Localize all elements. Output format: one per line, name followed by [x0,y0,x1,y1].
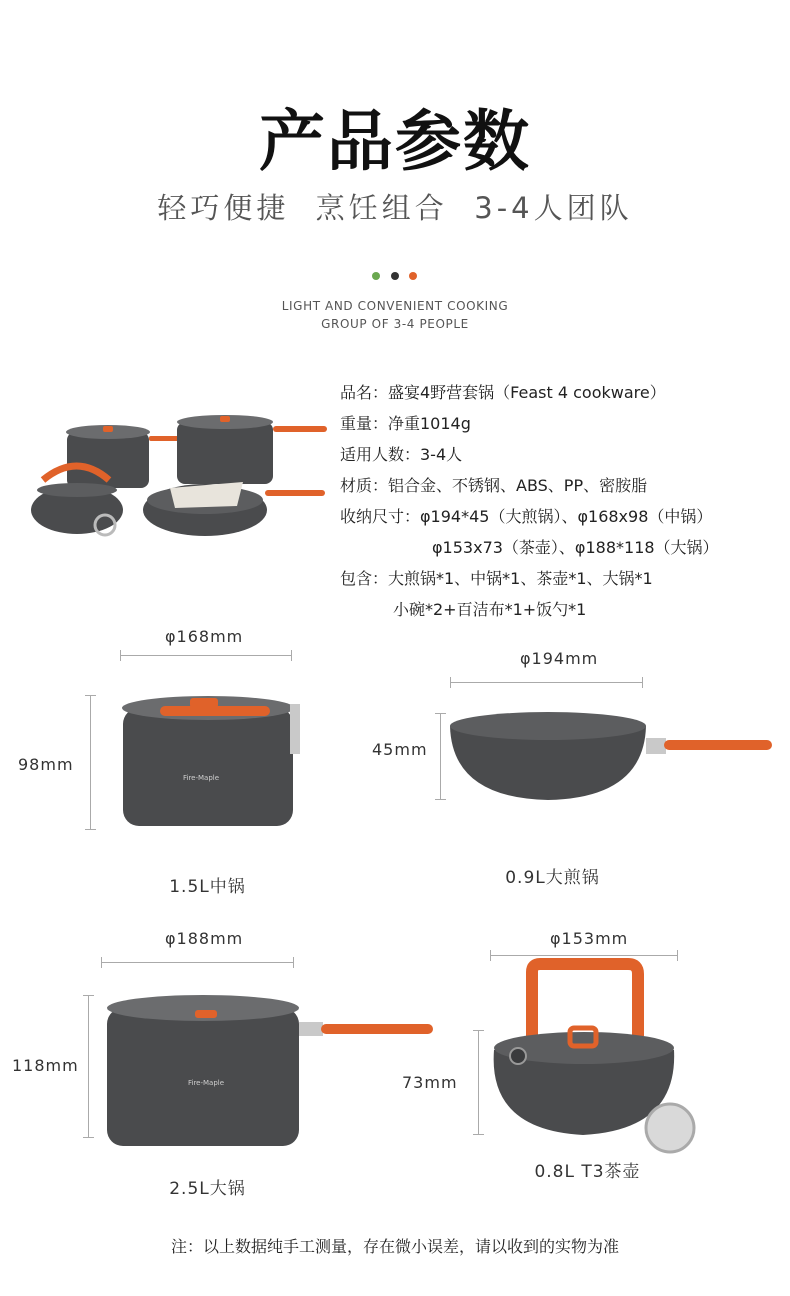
large-pot-caption: 2.5L大锅 [169,1179,246,1199]
medium-pot-image [118,690,308,835]
measurement-note: 注：以上数据纯手工测量，存在微小误差，请以收到的实物为准 [170,1237,619,1256]
large-pot-height-line [88,995,89,1138]
english-tagline-1: LIGHT AND CONVENIENT COOKING [281,299,509,313]
large-pot-diameter: φ188mm [165,929,244,948]
frying-pan-image [448,708,778,808]
page-subtitle: 轻巧便捷 烹饪组合 3-4人团队 [157,191,633,225]
medium-pot-caption: 1.5L中锅 [169,877,246,897]
spec-people: 适用人数：3-4人 [340,445,463,464]
frying-pan-diameter: φ194mm [520,649,599,668]
cookware-set-image [25,410,335,550]
large-pot-height: 118mm [12,1056,79,1075]
spec-contents-2: 小碗*2+百洁布*1+饭勺*1 [393,600,587,619]
spec-weight: 重量：净重1014g [340,414,471,433]
medium-pot-brand: Fire-Maple [183,774,220,782]
green-dot [372,272,380,280]
spec-size-2: φ153x73（茶壶）、φ188*118（大锅） [432,538,719,557]
kettle-height: 73mm [402,1073,458,1092]
english-tagline-2: GROUP OF 3-4 PEOPLE [321,317,469,331]
large-pot-diameter-line [101,962,294,963]
dark-dot [391,272,399,280]
spec-size-1: 收纳尺寸：φ194*45（大煎锅）、φ168x98（中锅） [340,507,713,526]
kettle-diameter: φ153mm [550,929,629,948]
spec-material: 材质：铝合金、不锈钢、ABS、PP、密胺脂 [340,476,648,495]
spec-contents-1: 包含：大煎锅*1、中锅*1、茶壶*1、大锅*1 [340,569,653,588]
page-title: 产品参数 [259,103,531,180]
medium-pot-diameter: φ168mm [165,627,244,646]
frying-pan-caption: 0.9L大煎锅 [505,868,600,888]
medium-pot-height-line [90,695,91,830]
large-pot-brand: Fire-Maple [188,1079,225,1087]
spec-name: 品名：盛宴4野营套锅（Feast 4 cookware） [340,383,666,402]
kettle-image [488,960,713,1160]
medium-pot-height: 98mm [18,755,74,774]
medium-pot-diameter-line [120,655,292,656]
kettle-height-line [478,1030,479,1135]
kettle-diameter-line [490,955,678,956]
large-pot-image [103,990,438,1150]
frying-pan-height-line [440,713,441,800]
kettle-caption: 0.8L T3茶壶 [534,1162,641,1182]
frying-pan-height: 45mm [372,740,428,759]
frying-pan-diameter-line [450,682,643,683]
orange-dot [409,272,417,280]
